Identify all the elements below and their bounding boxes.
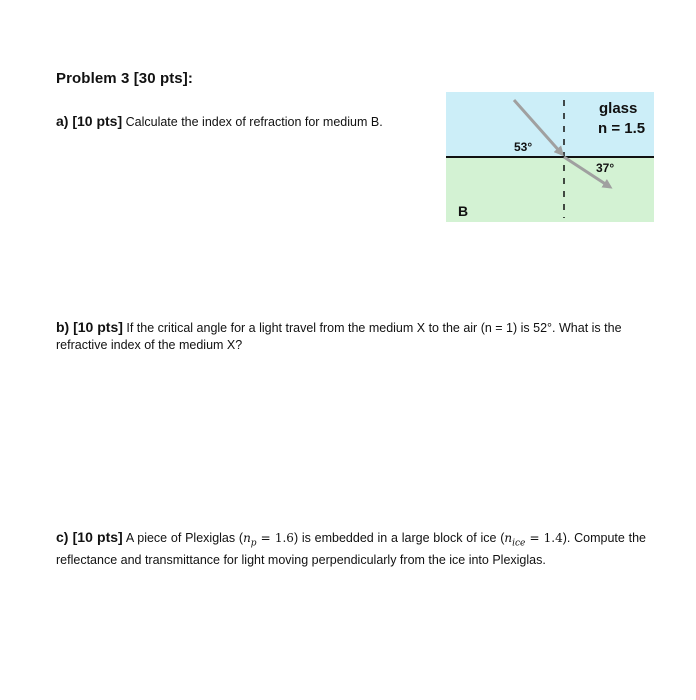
medium-b-label: B xyxy=(458,203,469,219)
question-c xyxy=(56,529,646,569)
plexiglas-index: $n_p = 1.6$ xyxy=(243,531,294,549)
medium-b xyxy=(446,157,654,222)
question-c-text-3: ). Compute the reflectance and transmittance for light moving perpendicularly from the ice into Plexiglas. xyxy=(56,531,647,568)
ice-index: $n_{ice} = 1.4$ xyxy=(504,531,563,549)
refracted-angle-label: 37° xyxy=(596,161,615,175)
question-c-text-1: A piece of Plexiglas ( xyxy=(125,531,244,545)
refraction-diagram-svg xyxy=(446,92,654,222)
glass-index-label: n = 1.5 xyxy=(598,120,646,137)
problem-title: Problem 3 [30 pts]: xyxy=(56,70,193,87)
question-b xyxy=(56,319,656,354)
question-a-text: Calculate the index of refraction for medium B. xyxy=(125,115,383,129)
question-a-points: a) [10 pts] xyxy=(56,113,123,129)
question-c-text-2: ) is embedded in a large block of ice ( xyxy=(293,531,505,545)
incident-angle-label: 53° xyxy=(514,140,533,154)
question-b-text: If the critical angle for a light travel from the medium X to the air (n = 1) is 52°. What is the refractive index of the medium X? xyxy=(56,321,622,352)
question-c-points: c) [10 pts] xyxy=(56,529,123,545)
refraction-diagram xyxy=(446,92,654,222)
question-a xyxy=(56,113,436,131)
glass-label: glass xyxy=(599,100,638,117)
question-b-points: b) [10 pts] xyxy=(56,319,123,335)
